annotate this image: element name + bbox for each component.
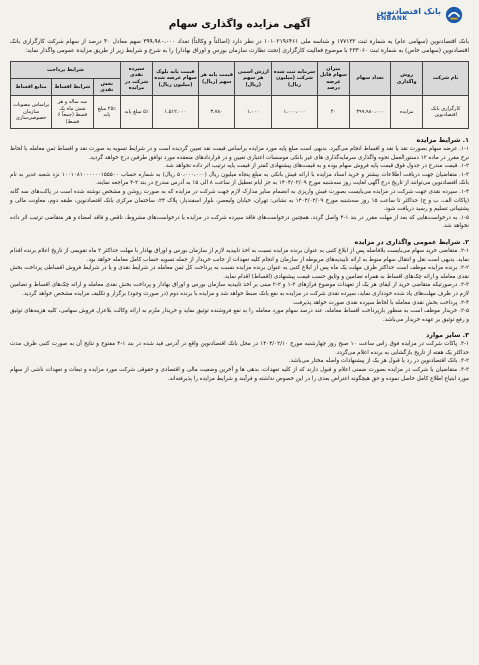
cell-capital: ۱،۰۰۰،۰۰۰ — [272, 96, 318, 129]
clause: ۱-۴. سپرده نقدی جهت شرکت در مزایده می‌بایست بصورت فیش واریزی به انضمام سایر مدارک لازم جهت شرکت در مزایده که به صورت روشن و مشخص نوشته شده است در پاکت‌های سه گانه (پاکات الف، ب و ج) حداکثر تا ساعت ۱۵ روز سه‌شنبه مورخ ۱۴۰۴/۰۲/۰۹ به نشانی: تهران، خیابان ولیعصر، بلوار اسفندیار، پلاک ۲۴، ساختمان مرکزی بانک اقتصادنوین، طبقه دوم، معاونت مالی و پشتیبانی تسلیم و رسید دریافت شود. — [10, 188, 469, 213]
cell-funding: براساس مصوبات سازمان خصوصی‌سازی — [11, 96, 52, 129]
clause: ۱-۳. متقاضیان جهت دریافت اطلاعات بیشتر و خرید اسناد مزایده با ارائه فیش بانکی به مبلغ پنجاه میلیون ریال (۵۰،۰۰۰،۰۰۰ ریال) به شماره حساب ۱۰۰۱۰۸۱۰۰۰۰۰۰۱۵۵۵۰۰ نزد شعبه غدیر به نام بانک اقتصادنوین می‌توانند از تاریخ درج آگهی لغایت روز سه‌شنبه مورخ ۱۴۰۴/۰۲/۰۹ به جز ایام تعطیل از ساعت ۸ الی ۱۵ به آدرس مندرج در بند ۲-۴ مراجعه نمایند. — [10, 171, 469, 187]
logo-text-en: ENBANK — [376, 15, 408, 22]
col-nominal: ارزش اسمی هر سهم (ریال) — [235, 62, 272, 96]
cell-shares: ۳۹۹،۹۸۰،۰۰۰ — [349, 96, 390, 129]
col-capital: سرمایه ثبت شده شرکت (میلیون ریال) — [272, 62, 318, 96]
clause: ۳-۳. متقاضیان با شرکت در مزایده بصورت ضمنی اعلام و قبول دارند که از کلیه تعهدات، بدهی ها و آخرین وضعیت مالی و اقتصادی و حقوقی شرکت مورد مزایده و تبعات و تعهدات ناشی از سهام مورد ابتیاع اطلاع کامل حاصل نموده و حق هیچگونه اعتراض بعدی را در این خصوص نداشته و فرآیند و شرایط مزایده را پذیرفته‌اند. — [10, 367, 469, 382]
ad-header — [10, 4, 469, 34]
cell-deposit: ۵٪ مبلغ پایه — [121, 96, 153, 129]
cell-block: ۱،۵۱۲،۰۰۰ — [153, 96, 199, 129]
share-offer-table — [10, 61, 469, 129]
ad-title: آگهی مزایده واگذاری سهام — [168, 18, 311, 30]
cell-nominal: ۱،۰۰۰ — [235, 96, 272, 129]
col-funding: منابع اقساط — [11, 79, 52, 96]
bank-logo — [377, 6, 463, 24]
cell-company: کارگزاری بانک اقتصادنوین — [423, 96, 469, 129]
cell-cash-part: ۲۵٪ مبلغ پایه — [93, 96, 120, 129]
table-row — [11, 96, 469, 129]
col-shares: تعداد سهام — [349, 62, 390, 96]
section-other — [10, 331, 469, 383]
clause: ۲-۲. برنده مزایده موظف است حداکثر ظرف مهلت یک ماه پس از ابلاغ کتبی به عنوان برنده مزایده نسبت به پرداخت کل ثمن معامله در شرایط نقدی و یا در شرایط فروش اقساطی پرداخت بخش نقدی معامله و ارائه چک‌های اقساط به همراه تضامین و وثایق حسب قیمت پیشنهادی (اقساط) اقدام نماید. — [10, 265, 469, 280]
clause: ۱-۵. به درخواست‌هایی که بعد از مهلت مقرر در بند ۱-۴ واصل گردد، همچنین درخواست‌های فاقد سپرده شرکت در مزایده یا درخواست‌های مشروط، ناقص و فاقد امضاء و هر متقاضی ترتیب اثر داده نخواهد شد. — [10, 214, 469, 230]
cell-credit-part: سه ساله و هر شش ماه یک قسط (جمعاً ۶ قسط) — [52, 96, 93, 129]
clause: ۲-۱. متقاضی خرید سهام می‌بایست بلافاصله پس از ابلاغ کتبی به عنوان برنده مزایده نسبت به اخذ تاییدیه لازم از سازمان بورس و اوراق بهادار با مهلت حداکثر ۲ ماه تقویمی از تاریخ اعلام برنده اقدام نماید. بدیهی است نقل و انتقال سهام منوط به ارائه تاییدیه‌های مربوطه از سازمان و انجام کلیه تعهدات از جانب خریدار از جمله تسویه حساب کامل معامله خواهد بود. — [10, 247, 469, 263]
section-conditions — [10, 136, 469, 231]
cell-base: ۳،۷۸۰ — [198, 96, 235, 129]
col-company: نام شرکت — [423, 62, 469, 96]
cell-percent: ۴۰ — [317, 96, 349, 129]
col-deposit: سپرده نقدی شرکت در مزایده — [121, 62, 153, 96]
clause: ۱-۱. عرضه سهام بصورت نقد یا نقد و اقساط انجام می‌گیرد. بدیهی است مبلغ پایه مورد مزایده براساس قیمت نقد تعیین گردیده است و در شرایط تسویه به صورت نقد و اقساط ثمن معامله با لحاظ نرخ مقرر در ماده ۱۲ دستورالعمل نحوه واگذاری سرمایه‌گذاری های غیر بانکی موسسات اعتباری تعیین و در قراردادهای منعقده مورد توافق طرفین درج خواهد گردید. — [10, 146, 469, 161]
section-title: ۱. شرایط مزایده — [416, 136, 469, 144]
bank-logo-icon — [445, 6, 463, 24]
clause: ۲-۵. خریدار موظف است به منظور بازپرداخت اقساط معامله، عند درصد سهام مورد معامله را به نفع فروشنده توثیق نماید و خریدار ملزم به ارائه وکالت بلاعزل فروش سهامی، کلیه هزینه‌های توثیق و رفع توثیق بر عهده خریدار می‌باشد. — [10, 308, 469, 323]
col-credit-part: شرایط اقساط — [52, 79, 93, 96]
col-method: روش واگذاری — [391, 62, 423, 96]
clause: ۲-۳. درصورتیکه متقاضی خرید از ایفای هر یک از تعهدات موضوع فرازهای ۲-۱ و ۲-۲ مبنی بر اخذ تاییدیه سازمان بورس و اوراق بهادار و پرداخت بخش نقدی معامله و ارائه چک‌های اقساط و تضامین لازم در ظرف مهلت‌های یاد شده خودداری نماید، سپرده نقدی شرکت در مزایده به نفع بانک ضبط خواهد شد و مزایده با برنده دوم (در صورت وجود) برگزار و تکلیف مزایده مشخص خواهد گردید. — [10, 282, 469, 297]
cell-method: مزایده — [391, 96, 423, 129]
col-payment: شرایط پرداخت — [11, 62, 121, 79]
col-base: قیمت پایه هر سهم (ریال) — [198, 62, 235, 96]
logo-text-fa: بانک اقتصادنوین — [376, 7, 441, 16]
col-block: قیمت پایه بلوک سهام عرضه شده (میلیون ریال) — [153, 62, 199, 96]
clause: ۳-۱. پاکات شرکت در مزایده فوق راس ساعت ۱۰ صبح روز چهارشنبه مورخ ۱۴۰۴/۰۲/۱۰ در محل بانک اقتصادنوین واقع در آدرس قید شده در بند ۱-۴ مفتوح و نتایج آن به صورت کتبی ظرف مدت حداکثر یک هفته از تاریخ بازگشایی به برنده اعلام می‌گردد. — [10, 341, 470, 356]
intro-paragraph: بانک اقتصادنوین (سهامی عام) به شماره ثبت ۱۷۷۱۳۲ و شناسه ملی ۱۰۱۰۲۱۹۶۴۶۱ در نظر دارد (اصالتاً و وکالتاً) تعداد ۳۹۹،۹۸۰،۰۰۰ سهم معادل ۴۰ درصد از سهام شرکت کارگزاری بانک اقتصادنوین (سهامی خاص) به شماره ثبت ۲۳۳۰۶۰ با موضوع فعالیت کارگزاری (تحت نظارت سازمان بورس و اوراق بهادار) را به شرح و شرایط زیر از طریق مزایده عمومی واگذار نماید: — [10, 39, 469, 54]
col-cash-part: بخش نقدی — [93, 79, 120, 96]
col-percent: میزان سهام قابل عرضه درصد — [317, 62, 349, 96]
section-general-terms — [10, 238, 469, 324]
clause: ۲-۴. پرداخت بخش نقدی معامله با لحاظ سپرده نقدی صورت خواهد پذیرفت. — [292, 299, 469, 306]
section-title: ۲. شرایط عمومی واگذاری در مزایده — [354, 237, 469, 246]
clause: ۳-۲. بانک اقتصادنوین در رد یا قبول هر یک از پیشنهادات واصله مختار می‌باشد. — [288, 358, 469, 365]
clause: ۱-۲. قیمت مندرج در جدول فوق قیمت پایه فروش سهام بوده و به قیمت‌های پیشنهادی کمتر از قیمت پایه ترتیب اثر داده نخواهد شد. — [164, 163, 469, 170]
section-title: ۳. سایر موارد — [426, 331, 469, 340]
